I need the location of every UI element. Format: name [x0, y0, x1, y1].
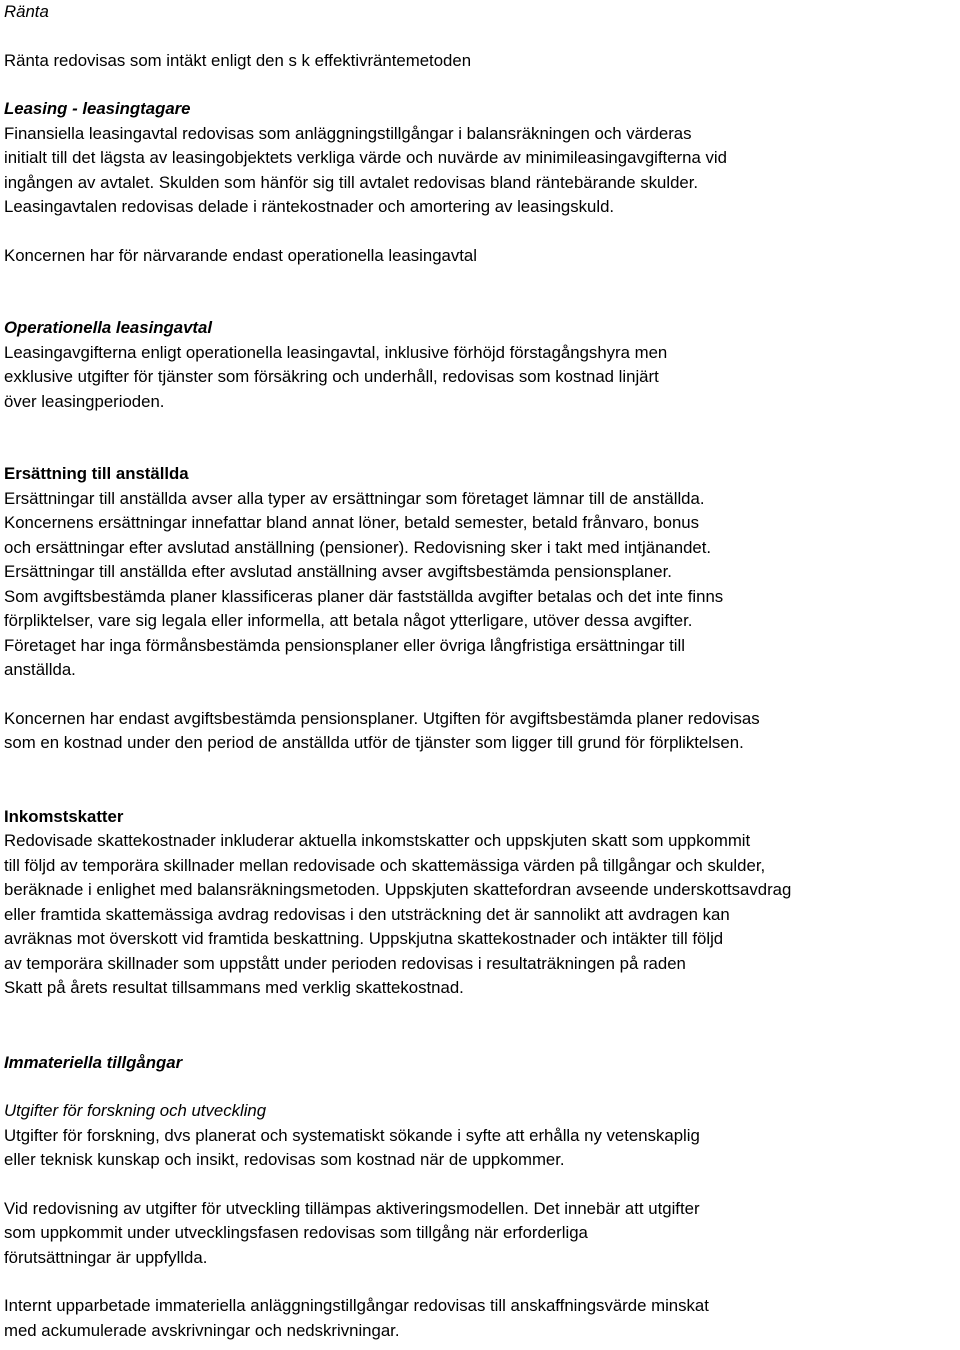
spacer: [4, 25, 960, 49]
heading-operationella-leasingavtal: Operationella leasingavtal: [4, 318, 212, 337]
paragraph-line: Koncernens ersättningar innefattar bland annat löner, betald semester, betald frånvaro, bonus: [4, 513, 700, 532]
spacer: [4, 1173, 960, 1197]
heading-inkomstskatter: Inkomstskatter: [4, 806, 124, 826]
paragraph-line: över leasingperioden.: [4, 391, 165, 411]
paragraph-line: förutsättningar är uppfyllda.: [4, 1247, 208, 1267]
paragraph-line: Företaget har inga förmånsbestämda pensionsplaner eller övriga långfristiga ersättningar till: [4, 635, 685, 655]
subheading-forskning-utveckling: Utgifter för forskning och utveckling: [4, 1101, 267, 1120]
paragraph-line: anställda.: [4, 660, 76, 679]
paragraph-line: Utgifter för forskning, dvs planerat och systematiskt sökande i syfte att erhålla ny vetenskaplig: [4, 1125, 700, 1145]
paragraph-line: av temporära skillnader som uppstått under perioden redovisas i resultaträkningen på raden: [4, 953, 686, 973]
heading-ranta: Ränta: [4, 2, 49, 21]
paragraph-line: initialt till det lägsta av leasingobjektets verkliga värde och nuvärde av minimileasingavgifterna vid: [4, 148, 727, 167]
paragraph-line: förpliktelser, vare sig legala eller informella, att betala något ytterligare, utöver dessa avgifter.: [4, 611, 693, 630]
paragraph-line: som uppkommit under utvecklingsfasen redovisas som tillgång när erforderliga: [4, 1223, 588, 1242]
spacer: [4, 756, 960, 805]
paragraph-line: Redovisade skattekostnader inkluderar aktuella inkomstskatter och uppskjuten skatt som uppkommit: [4, 831, 751, 850]
paragraph-line: eller framtida skattemässiga avdrag redovisas i den utsträckning det är sannolikt att avdragen kan: [4, 904, 730, 924]
heading-leasing-tagare: Leasing - leasingtagare: [4, 99, 191, 118]
spacer: [4, 1001, 960, 1051]
paragraph-line: med ackumulerade avskrivningar och nedskrivningar.: [4, 1320, 400, 1340]
spacer: [4, 220, 960, 244]
paragraph-line: Leasingavgifterna enligt operationella leasingavtal, inklusive förhöjd förstagångshyra men: [4, 342, 668, 362]
paragraph-line: och ersättningar efter avslutad anställning (pensioner). Redovisning sker i takt med intjänandet.: [4, 537, 712, 557]
paragraph-line: Som avgiftsbestämda planer klassificeras planer där fastställda avgifter betalas och det inte finns: [4, 586, 724, 606]
paragraph-line: Finansiella leasingavtal redovisas som anläggningstillgångar i balansräkningen och värderas: [4, 123, 692, 143]
paragraph-line: Vid redovisning av utgifter för utveckling tillämpas aktiveringsmodellen. Det innebär att utgifter: [4, 1198, 700, 1218]
paragraph-line: Koncernen har för närvarande endast operationella leasingavtal: [4, 245, 477, 265]
spacer: [4, 268, 960, 316]
heading-ersattning-till-anstallda: Ersättning till anställda: [4, 464, 189, 483]
paragraph-line: Skatt på årets resultat tillsammans med verklig skattekostnad.: [4, 978, 464, 997]
heading-immateriella-tillgangar: Immateriella tillgångar: [4, 1052, 183, 1072]
spacer: [4, 414, 960, 462]
spacer: [4, 683, 960, 707]
paragraph-line: Ersättningar till anställda avser alla typer av ersättningar som företaget lämnar till de anställda.: [4, 488, 705, 508]
document-page: [4, 0, 960, 1343]
paragraph-line: exklusive utgifter för tjänster som försäkring och underhåll, redovisas som kostnad linjärt: [4, 367, 659, 386]
paragraph-line: avräknas mot överskott vid framtida beskattning. Uppskjutna skattekostnader och intäkter till följd: [4, 929, 724, 948]
paragraph-line: eller teknisk kunskap och insikt, redovisas som kostnad när de uppkommer.: [4, 1150, 565, 1169]
paragraph-line: ingången av avtalet. Skulden som hänför sig till avtalet redovisas bland räntebärande skulder.: [4, 172, 699, 192]
spacer: [4, 1075, 960, 1099]
paragraph-line: Internt upparbetade immateriella anläggningstillgångar redovisas till anskaffningsvärde minskat: [4, 1296, 709, 1315]
spacer: [4, 73, 960, 97]
paragraph-line: beräknade i enlighet med balansräkningsmetoden. Uppskjuten skattefordran avseende underskottsavdrag: [4, 880, 792, 899]
paragraph-line: som en kostnad under den period de anställda utför de tjänster som ligger till grund för förpliktelsen.: [4, 733, 744, 752]
paragraph-line: Leasingavtalen redovisas delade i räntekostnader och amortering av leasingskuld.: [4, 197, 615, 216]
spacer: [4, 1270, 960, 1294]
paragraph-line: Ersättningar till anställda efter avslutad anställning avser avgiftsbestämda pensionsplaner.: [4, 562, 672, 581]
paragraph-line: Ränta redovisas som intäkt enligt den s k effektivräntemetoden: [4, 50, 472, 70]
paragraph-line: Koncernen har endast avgiftsbestämda pensionsplaner. Utgiften för avgiftsbestämda planer redovisas: [4, 708, 760, 728]
paragraph-line: till följd av temporära skillnader mellan redovisade och skattemässiga värden på tillgångar och skulder,: [4, 855, 766, 875]
